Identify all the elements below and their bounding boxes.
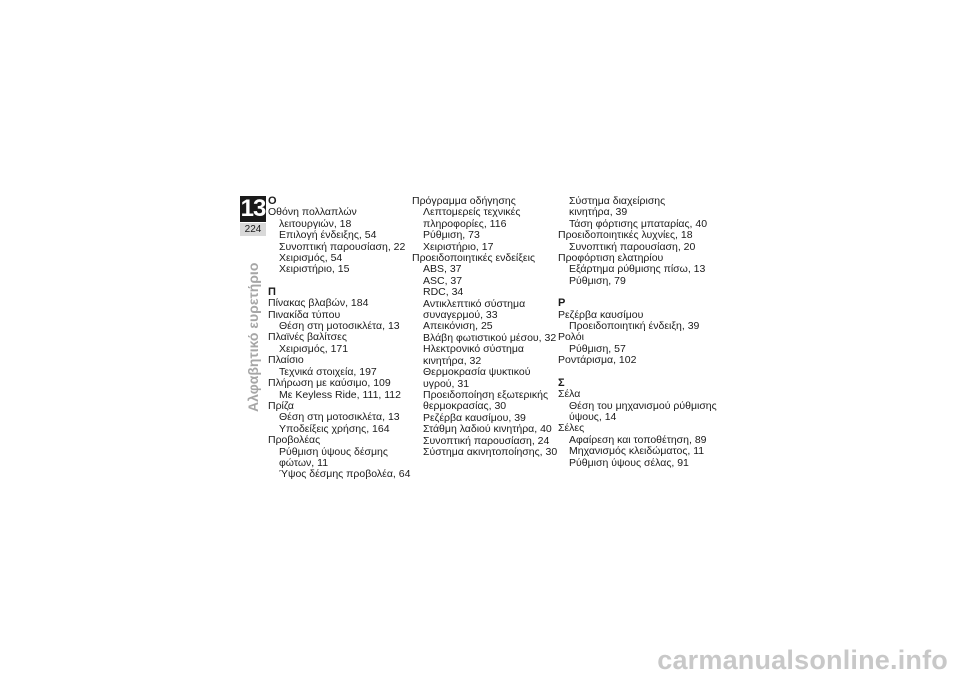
index-subentry: Χειριστήριο, 15 bbox=[279, 263, 350, 276]
index-column-3 bbox=[558, 196, 717, 469]
index-entry: Σέλες bbox=[558, 422, 585, 435]
index-subentry: Χειριστήριο, 17 bbox=[423, 240, 494, 253]
index-letter-heading: Ο bbox=[268, 195, 277, 207]
index-subentry: Αντικλεπτικό σύστημα bbox=[423, 297, 526, 310]
index-subentry: Στάθμη λαδιού κινητήρα, 40 bbox=[423, 423, 552, 436]
index-entry: Προβολέας bbox=[268, 434, 321, 447]
index-subentry: Επιλογή ένδειξης, 54 bbox=[279, 229, 377, 242]
index-entry: Ροντάρισμα, 102 bbox=[558, 354, 637, 367]
index-subentry: Σύστημα διαχείρισης bbox=[569, 195, 666, 207]
index-entry: Σέλα bbox=[558, 388, 581, 401]
index-subentry: Ρύθμιση ύψους δέσμης bbox=[279, 445, 388, 458]
index-subentry: θερμοκρασίας, 30 bbox=[423, 400, 507, 413]
section-title: Αλφαβητικό ευρετήριο bbox=[245, 262, 261, 412]
index-subentry: κινητήρα, 32 bbox=[423, 354, 482, 367]
index-subentry: Λεπτομερείς τεχνικές bbox=[423, 206, 521, 219]
index-letter-heading: Σ bbox=[558, 376, 565, 389]
index-entry: Πινακίδα τύπου bbox=[268, 308, 341, 321]
index-subentry: ύψους, 14 bbox=[569, 410, 617, 423]
index-subentry: Απεικόνιση, 25 bbox=[423, 320, 493, 333]
index-column-2 bbox=[412, 196, 557, 458]
index-subentry: Θέση του μηχανισμού ρύθμισης bbox=[569, 399, 717, 412]
index-subentry: Βλάβη φωτιστικού μέσου, 32 bbox=[423, 331, 557, 344]
index-subentry: Ρύθμιση, 57 bbox=[569, 342, 626, 355]
index-subentry: Χειρισμός, 54 bbox=[279, 252, 343, 265]
index-subentry: Τάση φόρτισης μπαταρίας, 40 bbox=[569, 217, 708, 230]
index-entry: Πίνακας βλαβών, 184 bbox=[268, 297, 369, 310]
index-subentry: Αφαίρεση και τοποθέτηση, 89 bbox=[569, 433, 707, 446]
index-subentry: Σύστημα ακινητοποίησης, 30 bbox=[423, 445, 558, 458]
index-subentry: φώτων, 11 bbox=[279, 456, 329, 469]
watermark: carmanualsonline.info bbox=[657, 645, 948, 675]
index-subentry: Ρύθμιση, 73 bbox=[423, 229, 480, 242]
index-subentry: Συνοπτική παρουσίαση, 22 bbox=[279, 240, 406, 253]
chapter-number: 13 bbox=[240, 195, 266, 222]
index-entry: Προφόρτιση ελατηρίου bbox=[558, 252, 664, 265]
index-subentry: υγρού, 31 bbox=[423, 377, 470, 390]
index-subentry: RDC, 34 bbox=[423, 286, 464, 299]
index-entry: Πλαϊνές βαλίτσες bbox=[268, 331, 347, 344]
index-entry: Ρολόι bbox=[558, 331, 584, 344]
index-subentry: Ρύθμιση ύψους σέλας, 91 bbox=[569, 456, 689, 469]
index-subentry: Υποδείξεις χρήσης, 164 bbox=[279, 422, 390, 435]
index-subentry: Θέση στη μοτοσικλέτα, 13 bbox=[279, 411, 400, 424]
index-letter-heading: Π bbox=[268, 285, 276, 298]
index-entry: Πλήρωση με καύσιμο, 109 bbox=[268, 377, 391, 390]
index-subentry: ABS, 37 bbox=[423, 263, 462, 276]
index-column-1 bbox=[268, 196, 410, 481]
index-subentry: Ύψος δέσμης προβολέα, 64 bbox=[279, 468, 411, 481]
index-letter-heading: Ρ bbox=[558, 297, 566, 310]
index-subentry: Ρεζέρβα καυσίμου, 39 bbox=[423, 411, 526, 424]
index-subentry: Τεχνικά στοιχεία, 197 bbox=[279, 365, 377, 378]
chapter-tab bbox=[240, 196, 266, 236]
page-number: 224 bbox=[240, 222, 266, 236]
index-subentry: Με Keyless Ride, 111, 112 bbox=[279, 388, 401, 401]
index-subentry: Συνοπτική παρουσίαση, 20 bbox=[569, 240, 696, 253]
index-subentry: Προειδοποίηση εξωτερικής bbox=[423, 388, 549, 401]
index-subentry: Θέση στη μοτοσικλέτα, 13 bbox=[279, 320, 400, 333]
index-subentry: Μηχανισμός κλειδώματος, 11 bbox=[569, 445, 705, 458]
index-subentry: Θερμοκρασία ψυκτικού bbox=[423, 366, 531, 379]
index-subentry: πληροφορίες, 116 bbox=[423, 217, 507, 230]
index-entry: Προειδοποιητικές λυχνίες, 18 bbox=[558, 229, 693, 242]
index-entry: Πρίζα bbox=[268, 399, 294, 412]
index-subentry: Χειρισμός, 171 bbox=[279, 342, 349, 355]
index-entry: Πλαίσιο bbox=[268, 354, 304, 367]
index-entry: Προειδοποιητικές ενδείξεις bbox=[412, 252, 536, 265]
index-subentry: ASC, 37 bbox=[423, 274, 463, 287]
index-entry: Οθόνη πολλαπλών bbox=[268, 206, 357, 219]
index-subentry: Ηλεκτρονικό σύστημα bbox=[423, 343, 524, 356]
index-entry: Πρόγραμμα οδήγησης bbox=[412, 195, 516, 207]
index-subentry: Προειδοποιητική ένδειξη, 39 bbox=[569, 320, 700, 333]
index-subentry: Ρύθμιση, 79 bbox=[569, 274, 626, 287]
index-subentry: Εξάρτημα ρύθμισης πίσω, 13 bbox=[569, 263, 706, 276]
index-entry: Ρεζέρβα καυσίμου bbox=[558, 308, 644, 321]
index-subentry: κινητήρα, 39 bbox=[569, 206, 628, 219]
index-subentry: συναγερμού, 33 bbox=[423, 309, 498, 322]
index-subentry: Συνοπτική παρουσίαση, 24 bbox=[423, 434, 550, 447]
index-subentry: λειτουργιών, 18 bbox=[279, 217, 352, 230]
